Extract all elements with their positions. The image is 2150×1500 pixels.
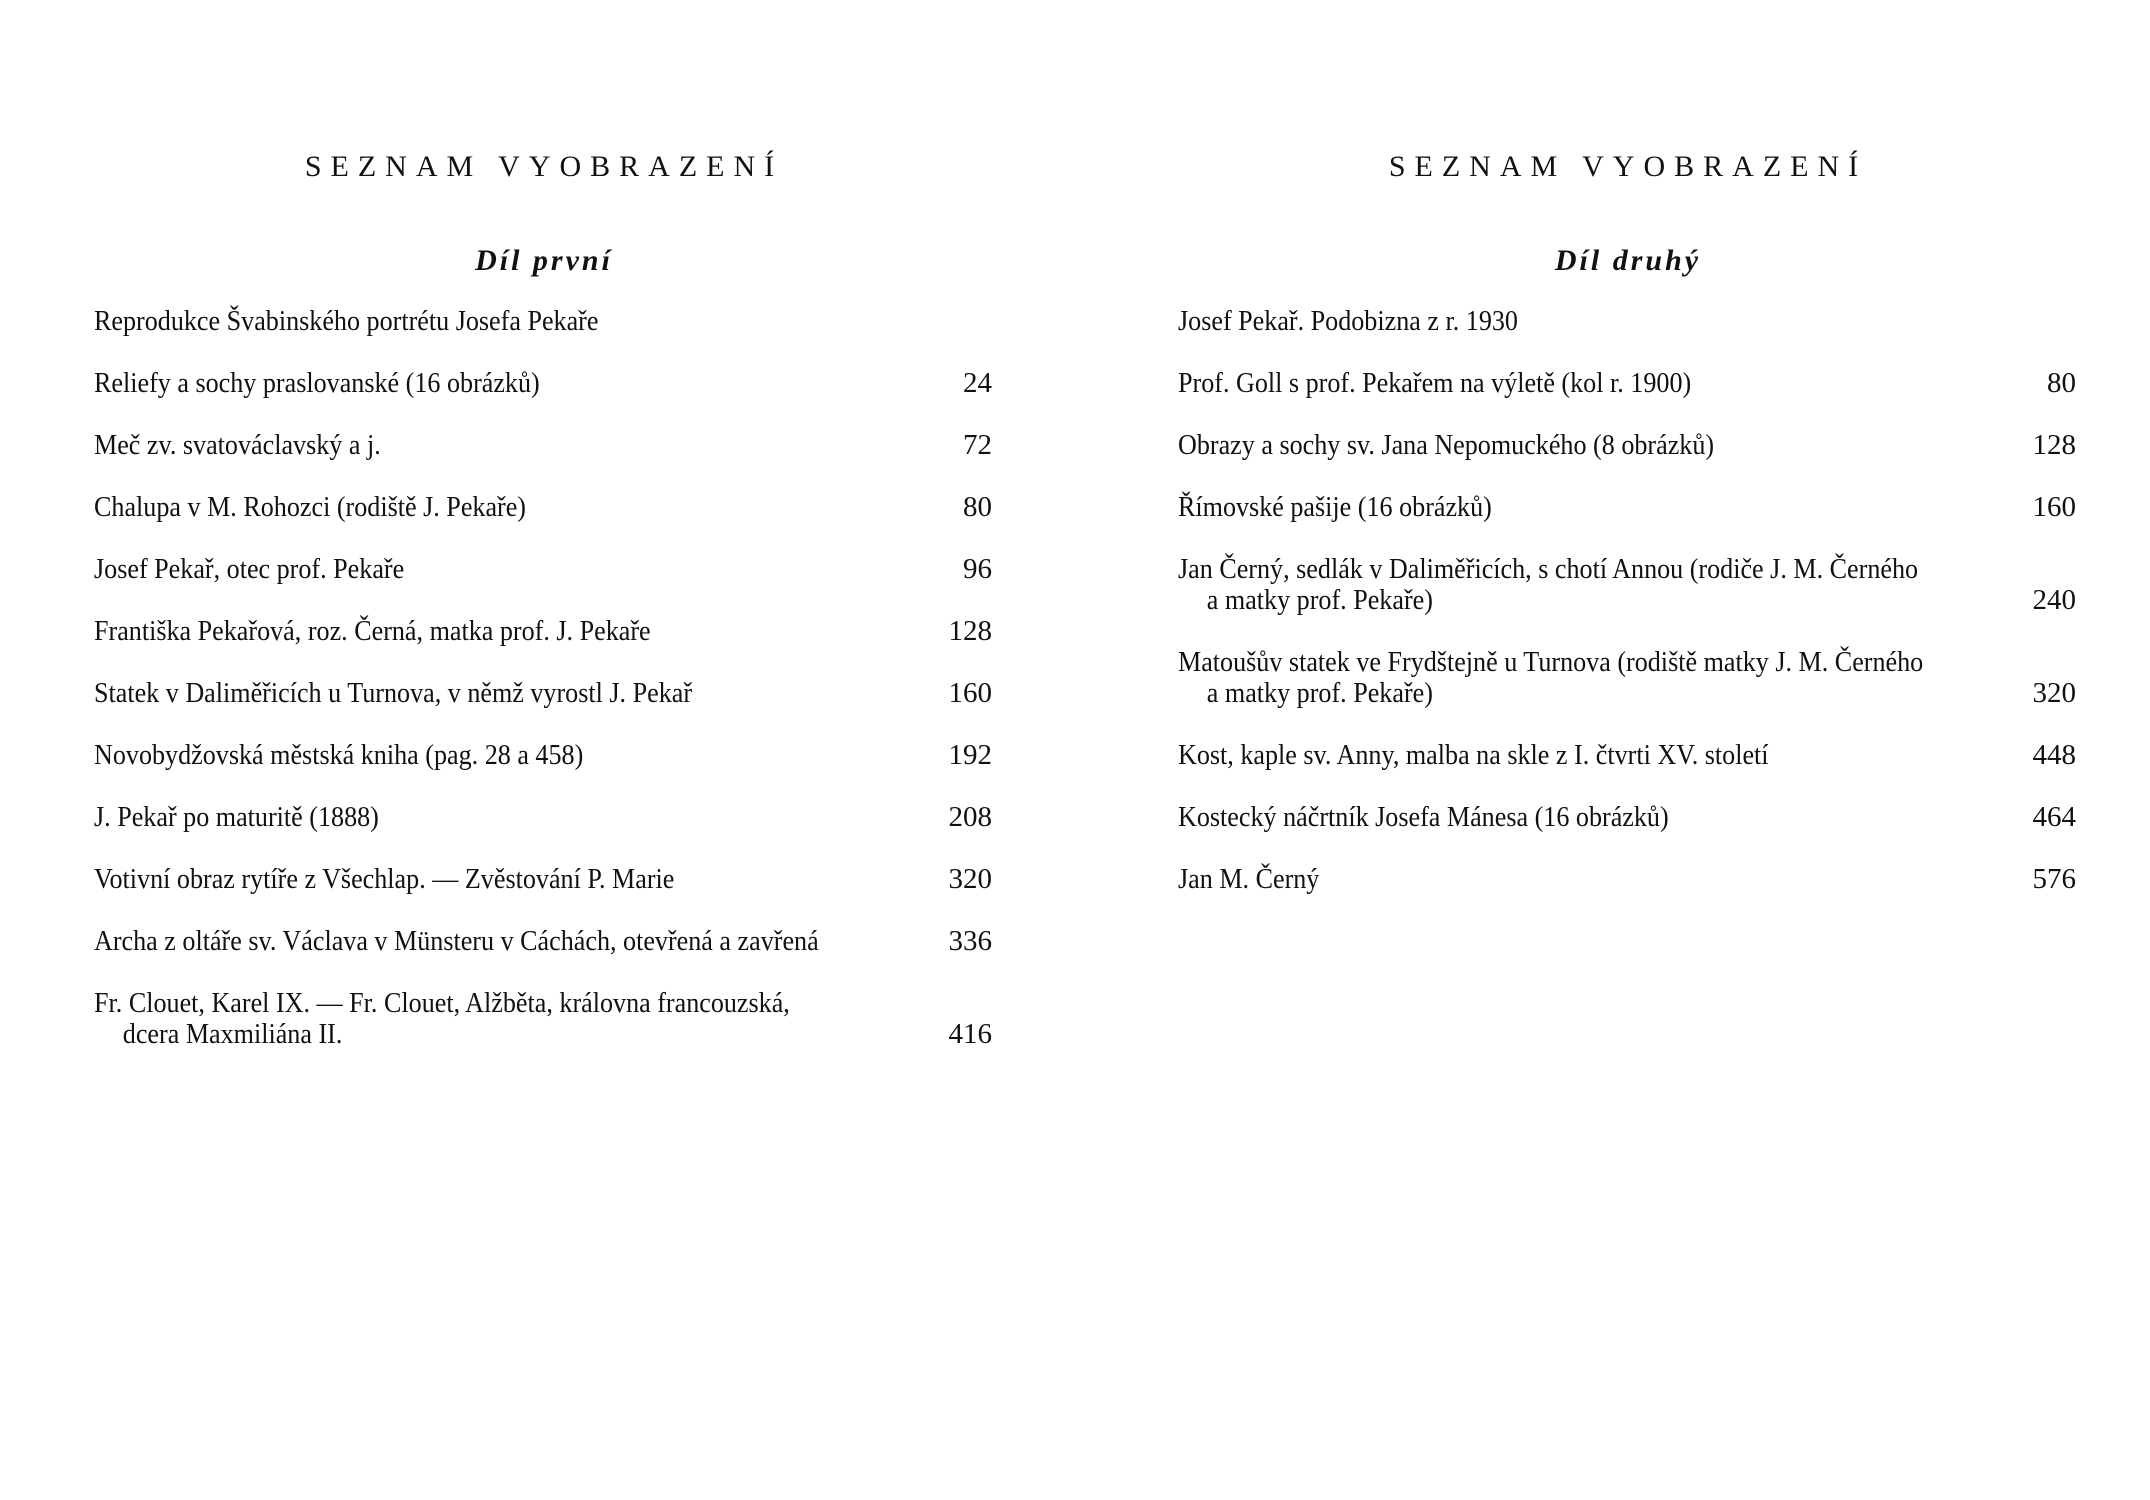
entry-page-number: 448 (2032, 739, 2076, 771)
list-item (1178, 864, 2078, 895)
entry-title: Prof. Goll s prof. Pekařem na výletě (kol r. 1900) (1178, 367, 1692, 399)
entry-title: Reprodukce Švabinského portrétu Josefa Pekaře (94, 305, 599, 337)
part-title: Díl první (475, 244, 613, 277)
entry-page-number: 576 (2032, 863, 2076, 895)
page-heading: SEZNAM VYOBRAZENÍ (304, 150, 784, 183)
entry-title: Votivní obraz rytíře z Všechlap. — Zvěstování P. Marie (94, 863, 675, 895)
entry-title: Reliefy a sochy praslovanské (16 obrázků) (94, 367, 540, 399)
entry-page-number: 128 (948, 615, 992, 647)
entry-page-number: 464 (2032, 801, 2076, 833)
entry-page-number: 80 (2047, 367, 2076, 399)
entry-page-number: 72 (963, 429, 992, 461)
entry-page-number: 240 (2032, 584, 2076, 616)
entry-title: Jan M. Černý (1178, 863, 1320, 895)
list-item (1178, 430, 2078, 461)
list-item (94, 678, 994, 709)
list-item (94, 802, 994, 833)
list-item (94, 368, 994, 399)
entry-page-number: 128 (2032, 429, 2076, 461)
entry-page-number: 24 (963, 367, 992, 399)
illustration-list (1178, 306, 2078, 926)
list-item (94, 926, 994, 957)
list-item (94, 492, 994, 523)
entry-title: J. Pekař po maturitě (1888) (94, 801, 379, 833)
illustration-list (94, 306, 994, 1081)
list-item (1178, 306, 2078, 337)
page-heading: SEZNAM VYOBRAZENÍ (1388, 150, 1868, 183)
entry-title: Kostecký náčrtník Josefa Mánesa (16 obrázků) (1178, 801, 1669, 833)
entry-page-number: 96 (963, 553, 992, 585)
entry-title: Obrazy a sochy sv. Jana Nepomuckého (8 obrázků) (1178, 429, 1715, 461)
list-item (1178, 802, 2078, 833)
entry-title: Františka Pekařová, roz. Černá, matka prof. J. Pekaře (94, 615, 651, 647)
list-item (1178, 368, 2078, 399)
entry-page-number: 320 (948, 863, 992, 895)
entry-title: Josef Pekař. Podobizna z r. 1930 (1178, 305, 1518, 337)
list-item (1178, 492, 2078, 523)
list-item (94, 864, 994, 895)
entry-title: Fr. Clouet, Karel IX. — Fr. Clouet, Alžběta, královna francouzská, dcera Maxmiliána II. (94, 987, 790, 1050)
list-item (1178, 647, 2078, 709)
part-title: Díl druhý (1554, 244, 1702, 277)
entry-page-number: 160 (2032, 491, 2076, 523)
entry-title: Novobydžovská městská kniha (pag. 28 a 458) (94, 739, 584, 771)
list-item (94, 554, 994, 585)
entry-page-number: 320 (2032, 677, 2076, 709)
entry-page-number: 336 (948, 925, 992, 957)
list-item (1178, 554, 2078, 616)
entry-title: Meč zv. svatováclavský a j. (94, 429, 381, 461)
entry-page-number: 80 (963, 491, 992, 523)
list-item (94, 306, 994, 337)
entry-title: Matoušův statek ve Frydštejně u Turnova (rodiště matky J. M. Černého a matky prof. Pekaře) (1178, 646, 1924, 709)
entry-title: Jan Černý, sedlák v Daliměřicích, s chotí Annou (rodiče J. M. Černého a matky prof. Pekaře) (1178, 553, 1919, 616)
list-item (94, 988, 994, 1050)
entry-title: Římovské pašije (16 obrázků) (1178, 491, 1492, 523)
list-item (94, 616, 994, 647)
entry-title: Statek v Daliměřicích u Turnova, v němž vyrostl J. Pekař (94, 677, 693, 709)
entry-page-number: 208 (948, 801, 992, 833)
entry-title: Josef Pekař, otec prof. Pekaře (94, 553, 405, 585)
entry-page-number: 192 (948, 739, 992, 771)
list-item (1178, 740, 2078, 771)
entry-page-number: 160 (948, 677, 992, 709)
entry-title: Archa z oltáře sv. Václava v Münsteru v Cáchách, otevřená a zavřená (94, 925, 819, 957)
entry-title: Chalupa v M. Rohozci (rodiště J. Pekaře) (94, 491, 527, 523)
entry-page-number: 416 (948, 1018, 992, 1050)
list-item (94, 430, 994, 461)
entry-title: Kost, kaple sv. Anny, malba na skle z I. čtvrti XV. století (1178, 739, 1769, 771)
list-item (94, 740, 994, 771)
